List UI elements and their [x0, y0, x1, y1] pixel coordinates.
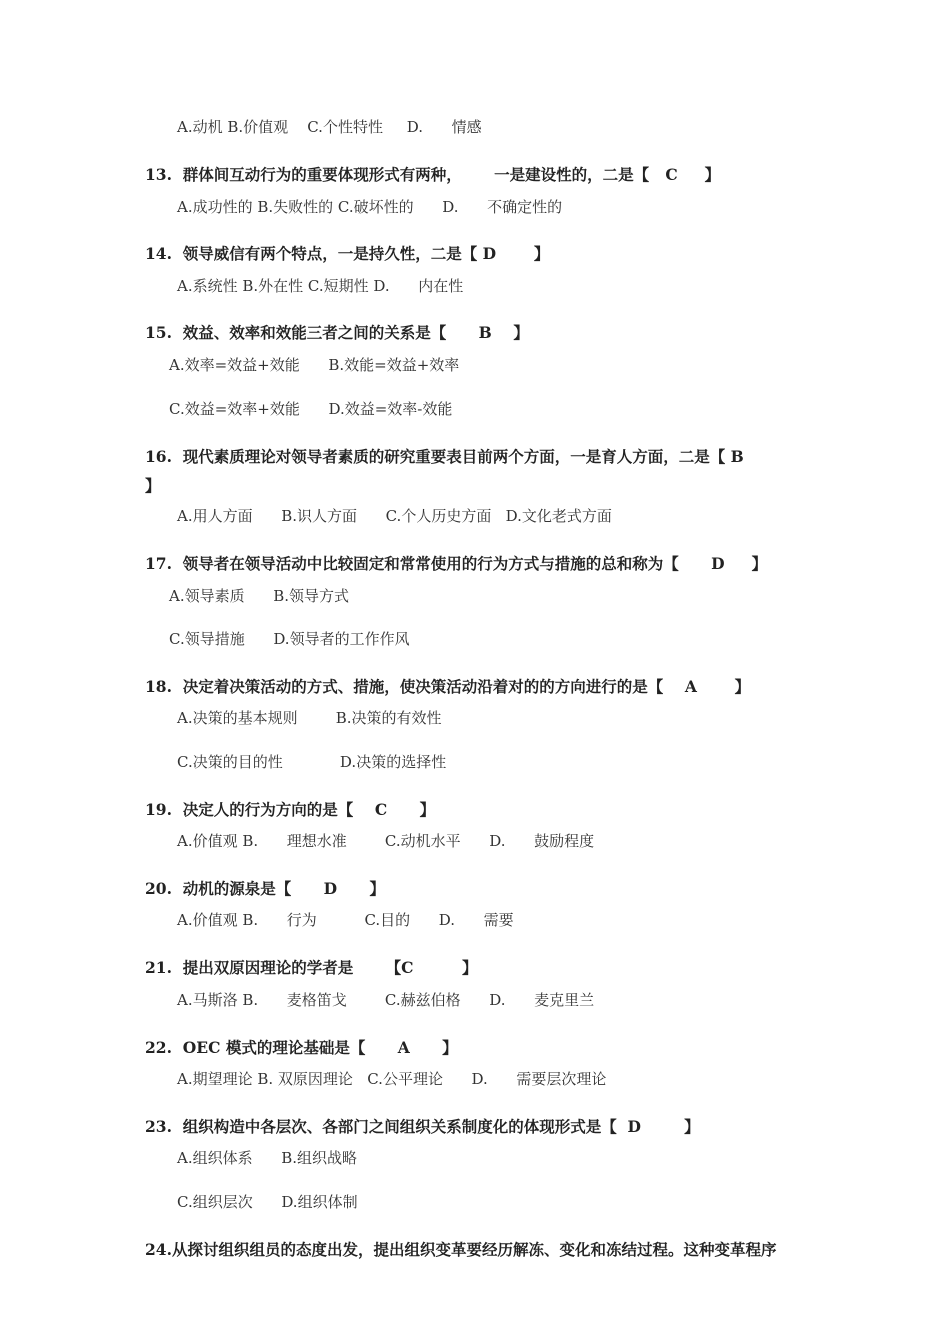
option-line: A.决策的基本规则 B.决策的有效性 [177, 709, 442, 727]
question-text: OEC 模式的理论基础是【 A 】 [182, 1038, 458, 1057]
question-text: 群体间互动行为的重要体现形式有两种， 一是建设性的，二是【 C 】 [182, 165, 721, 184]
question-text: 动机的源泉是【 D 】 [182, 879, 385, 898]
question-19 [145, 800, 435, 820]
question-21 [145, 958, 478, 978]
question-15 [145, 323, 529, 343]
question-number: 20. [145, 879, 172, 898]
option-line: A.期望理论 B. 双原因理论 C.公平理论 D. 需要层次理论 [177, 1070, 607, 1088]
question-text: 组织构造中各层次、各部门之间组织关系制度化的体现形式是【 D 】 [182, 1117, 700, 1136]
question-number: 24. [145, 1240, 172, 1259]
option-line: A.动机 B.价值观 C.个性特性 D. 情感 [177, 118, 482, 136]
question-text: 效益、效率和效能三者之间的关系是【 B 】 [182, 323, 529, 342]
option-line: A.用人方面 B.识人方面 C.个人历史方面 D.文化老式方面 [177, 507, 612, 525]
option-line: C.决策的目的性 D.决策的选择性 [177, 753, 447, 771]
question-text: 现代素质理论对领导者素质的研究重要表目前两个方面，一是育人方面，二是【 B [182, 447, 744, 466]
question-20 [145, 879, 385, 899]
question-24 [145, 1240, 776, 1260]
question-text: 领导者在领导活动中比较固定和常常使用的行为方式与措施的总和称为【 D 】 [182, 554, 768, 573]
question-number: 13. [145, 165, 172, 184]
question-17 [145, 554, 767, 574]
question-number: 17. [145, 554, 172, 573]
question-number: 15. [145, 323, 172, 342]
question-number: 21. [145, 958, 172, 977]
question-number: 23. [145, 1117, 172, 1136]
question-23 [145, 1117, 700, 1137]
question-text: 提出双原因理论的学者是 【C 】 [182, 958, 478, 977]
question-14 [145, 244, 549, 264]
option-line: A.价值观 B. 理想水准 C.动机水平 D. 鼓励程度 [177, 832, 595, 850]
question-13 [145, 165, 720, 185]
option-line: C.组织层次 D.组织体制 [177, 1193, 358, 1211]
question-16 [145, 447, 744, 467]
question-text: 从探讨组织组员的态度出发，提出组织变革要经历解冻、变化和冻结过程。这种变革程序 [171, 1240, 777, 1259]
option-line: A.领导素质 B.领导方式 [169, 587, 350, 605]
option-line: A.组织体系 B.组织战略 [177, 1149, 358, 1167]
question-16-continuation: 】 [145, 476, 161, 495]
question-number: 19. [145, 800, 172, 819]
option-line: C.效益=效率+效能 D.效益=效率-效能 [169, 400, 453, 418]
option-line: A.价值观 B. 行为 C.目的 D. 需要 [177, 911, 514, 929]
question-number: 22. [145, 1038, 172, 1057]
question-number: 16. [145, 447, 172, 466]
question-number: 14. [145, 244, 172, 263]
question-18 [145, 677, 750, 697]
question-number: 18. [145, 677, 172, 696]
option-line: A.系统性 B.外在性 C.短期性 D. 内在性 [177, 277, 464, 295]
option-line: A.效率=效益+效能 B.效能=效益+效率 [169, 356, 460, 374]
question-text: 决定着决策活动的方式、措施，使决策活动沿着对的的方向进行的是【 A 】 [182, 677, 751, 696]
question-22 [145, 1038, 458, 1058]
question-text: 领导威信有两个特点，一是持久性，二是【 D 】 [182, 244, 550, 263]
option-line: A.成功性的 B.失败性的 C.破坏性的 D. 不确定性的 [177, 198, 563, 216]
question-text: 决定人的行为方向的是【 C 】 [182, 800, 436, 819]
option-line: A.马斯洛 B. 麦格笛戈 C.赫兹伯格 D. 麦克里兰 [177, 991, 595, 1009]
option-line: C.领导措施 D.领导者的工作作风 [169, 630, 410, 648]
